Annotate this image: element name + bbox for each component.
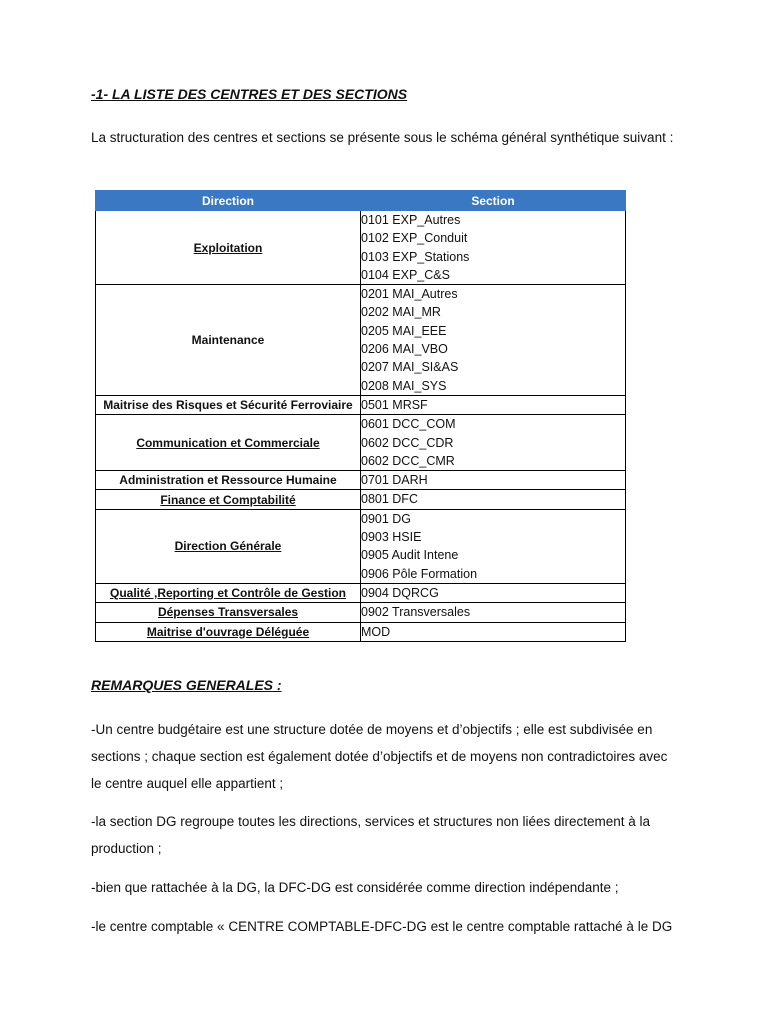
direction-cell [96, 622, 361, 641]
section-code: 0103 EXP_Stations [361, 249, 470, 264]
direction-label: Finance et Comptabilité [160, 492, 296, 507]
section-code: 0601 DCC_COM [361, 417, 456, 432]
direction-cell [96, 211, 361, 285]
direction-cell [96, 415, 361, 471]
remark-paragraph: -le centre comptable « CENTRE COMPTABLE-DFC-DG est le centre comptable rattaché à le DG [91, 919, 673, 934]
remark-paragraph: -Un centre budgétaire est une structure dotée de moyens et d’objectifs ; elle est subdivisée en sections ; chaque section est également dotée d’objectifs et de moyens non contradictoires avec le centre auquel elle appartient ; [91, 722, 668, 791]
table-row [96, 490, 626, 509]
remark-paragraph: -la section DG regroupe toutes les directions, services et structures non liées directement à la production ; [91, 814, 651, 856]
section-cell [361, 622, 626, 641]
section-code: 0206 MAI_VBO [361, 342, 448, 357]
table-row [96, 471, 626, 490]
section-cell [361, 285, 626, 396]
section-code: 0906 Pôle Formation [361, 566, 478, 581]
centres-sections-table [95, 190, 626, 642]
section-code: 0208 MAI_SYS [361, 378, 447, 393]
table-row [96, 415, 626, 471]
table-row [96, 622, 626, 641]
section-code: 0104 EXP_C&S [361, 267, 450, 282]
section-code: 0904 DQRCG [361, 585, 439, 600]
section-cell [361, 471, 626, 490]
table-header-row [96, 191, 626, 211]
direction-label: Qualité ,Reporting et Contrôle de Gestion [109, 586, 346, 601]
direction-cell [96, 395, 361, 414]
direction-label: Maintenance [191, 333, 265, 348]
direction-cell [96, 603, 361, 622]
direction-cell [96, 471, 361, 490]
section-cell [361, 603, 626, 622]
table-row [96, 583, 626, 602]
table-row [96, 509, 626, 583]
header-section: Section [361, 191, 626, 211]
section-code: 0102 EXP_Conduit [361, 231, 468, 246]
section-cell [361, 211, 626, 285]
table-row [96, 395, 626, 414]
direction-cell [96, 285, 361, 396]
table-row [96, 285, 626, 396]
section-cell [361, 395, 626, 414]
section-cell [361, 415, 626, 471]
section-cell [361, 490, 626, 509]
section-code: 0903 HSIE [361, 530, 422, 545]
direction-label: Dépenses Transversales [157, 605, 299, 620]
section-code: 0602 DCC_CMR [361, 453, 455, 468]
direction-label: Administration et Ressource Humaine [119, 473, 337, 488]
header-direction: Direction [96, 191, 361, 211]
direction-label: Maitrise d'ouvrage Déléguée [146, 624, 310, 639]
remark-paragraph: -bien que rattachée à la DG, la DFC-DG est considérée comme direction indépendante ; [91, 880, 619, 895]
section-code: MOD [361, 624, 391, 639]
direction-cell [96, 490, 361, 509]
table-row [96, 603, 626, 622]
direction-label: Communication et Commerciale [136, 435, 320, 450]
table-row [96, 211, 626, 285]
section-code: 0501 MRSF [361, 397, 428, 412]
section-code: 0902 Transversales [361, 605, 471, 620]
section-cell [361, 583, 626, 602]
section-cell [361, 509, 626, 583]
direction-label: Maitrise des Risques et Sécurité Ferroviaire [103, 398, 353, 413]
remarks-title: REMARQUES GENERALES : [91, 677, 282, 693]
section-code: 0602 DCC_CDR [361, 435, 454, 450]
direction-label: Exploitation [193, 240, 263, 255]
direction-label: Direction Générale [174, 539, 282, 554]
section-code: 0205 MAI_EEE [361, 323, 447, 338]
direction-cell [96, 509, 361, 583]
section-code: 0801 DFC [361, 492, 418, 507]
direction-cell [96, 583, 361, 602]
section-code: 0905 Audit Intene [361, 548, 459, 563]
section-heading: -1- LA LISTE DES CENTRES ET DES SECTIONS [91, 86, 408, 102]
intro-paragraph: La structuration des centres et sections se présente sous le schéma général synthétique suivant : [91, 130, 674, 145]
section-code: 0202 MAI_MR [361, 305, 441, 320]
section-code: 0101 EXP_Autres [361, 213, 461, 227]
section-code: 0207 MAI_SI&AS [361, 360, 459, 375]
section-code: 0901 DG [361, 511, 412, 526]
section-code: 0201 MAI_Autres [361, 287, 458, 302]
section-code: 0701 DARH [361, 473, 428, 488]
